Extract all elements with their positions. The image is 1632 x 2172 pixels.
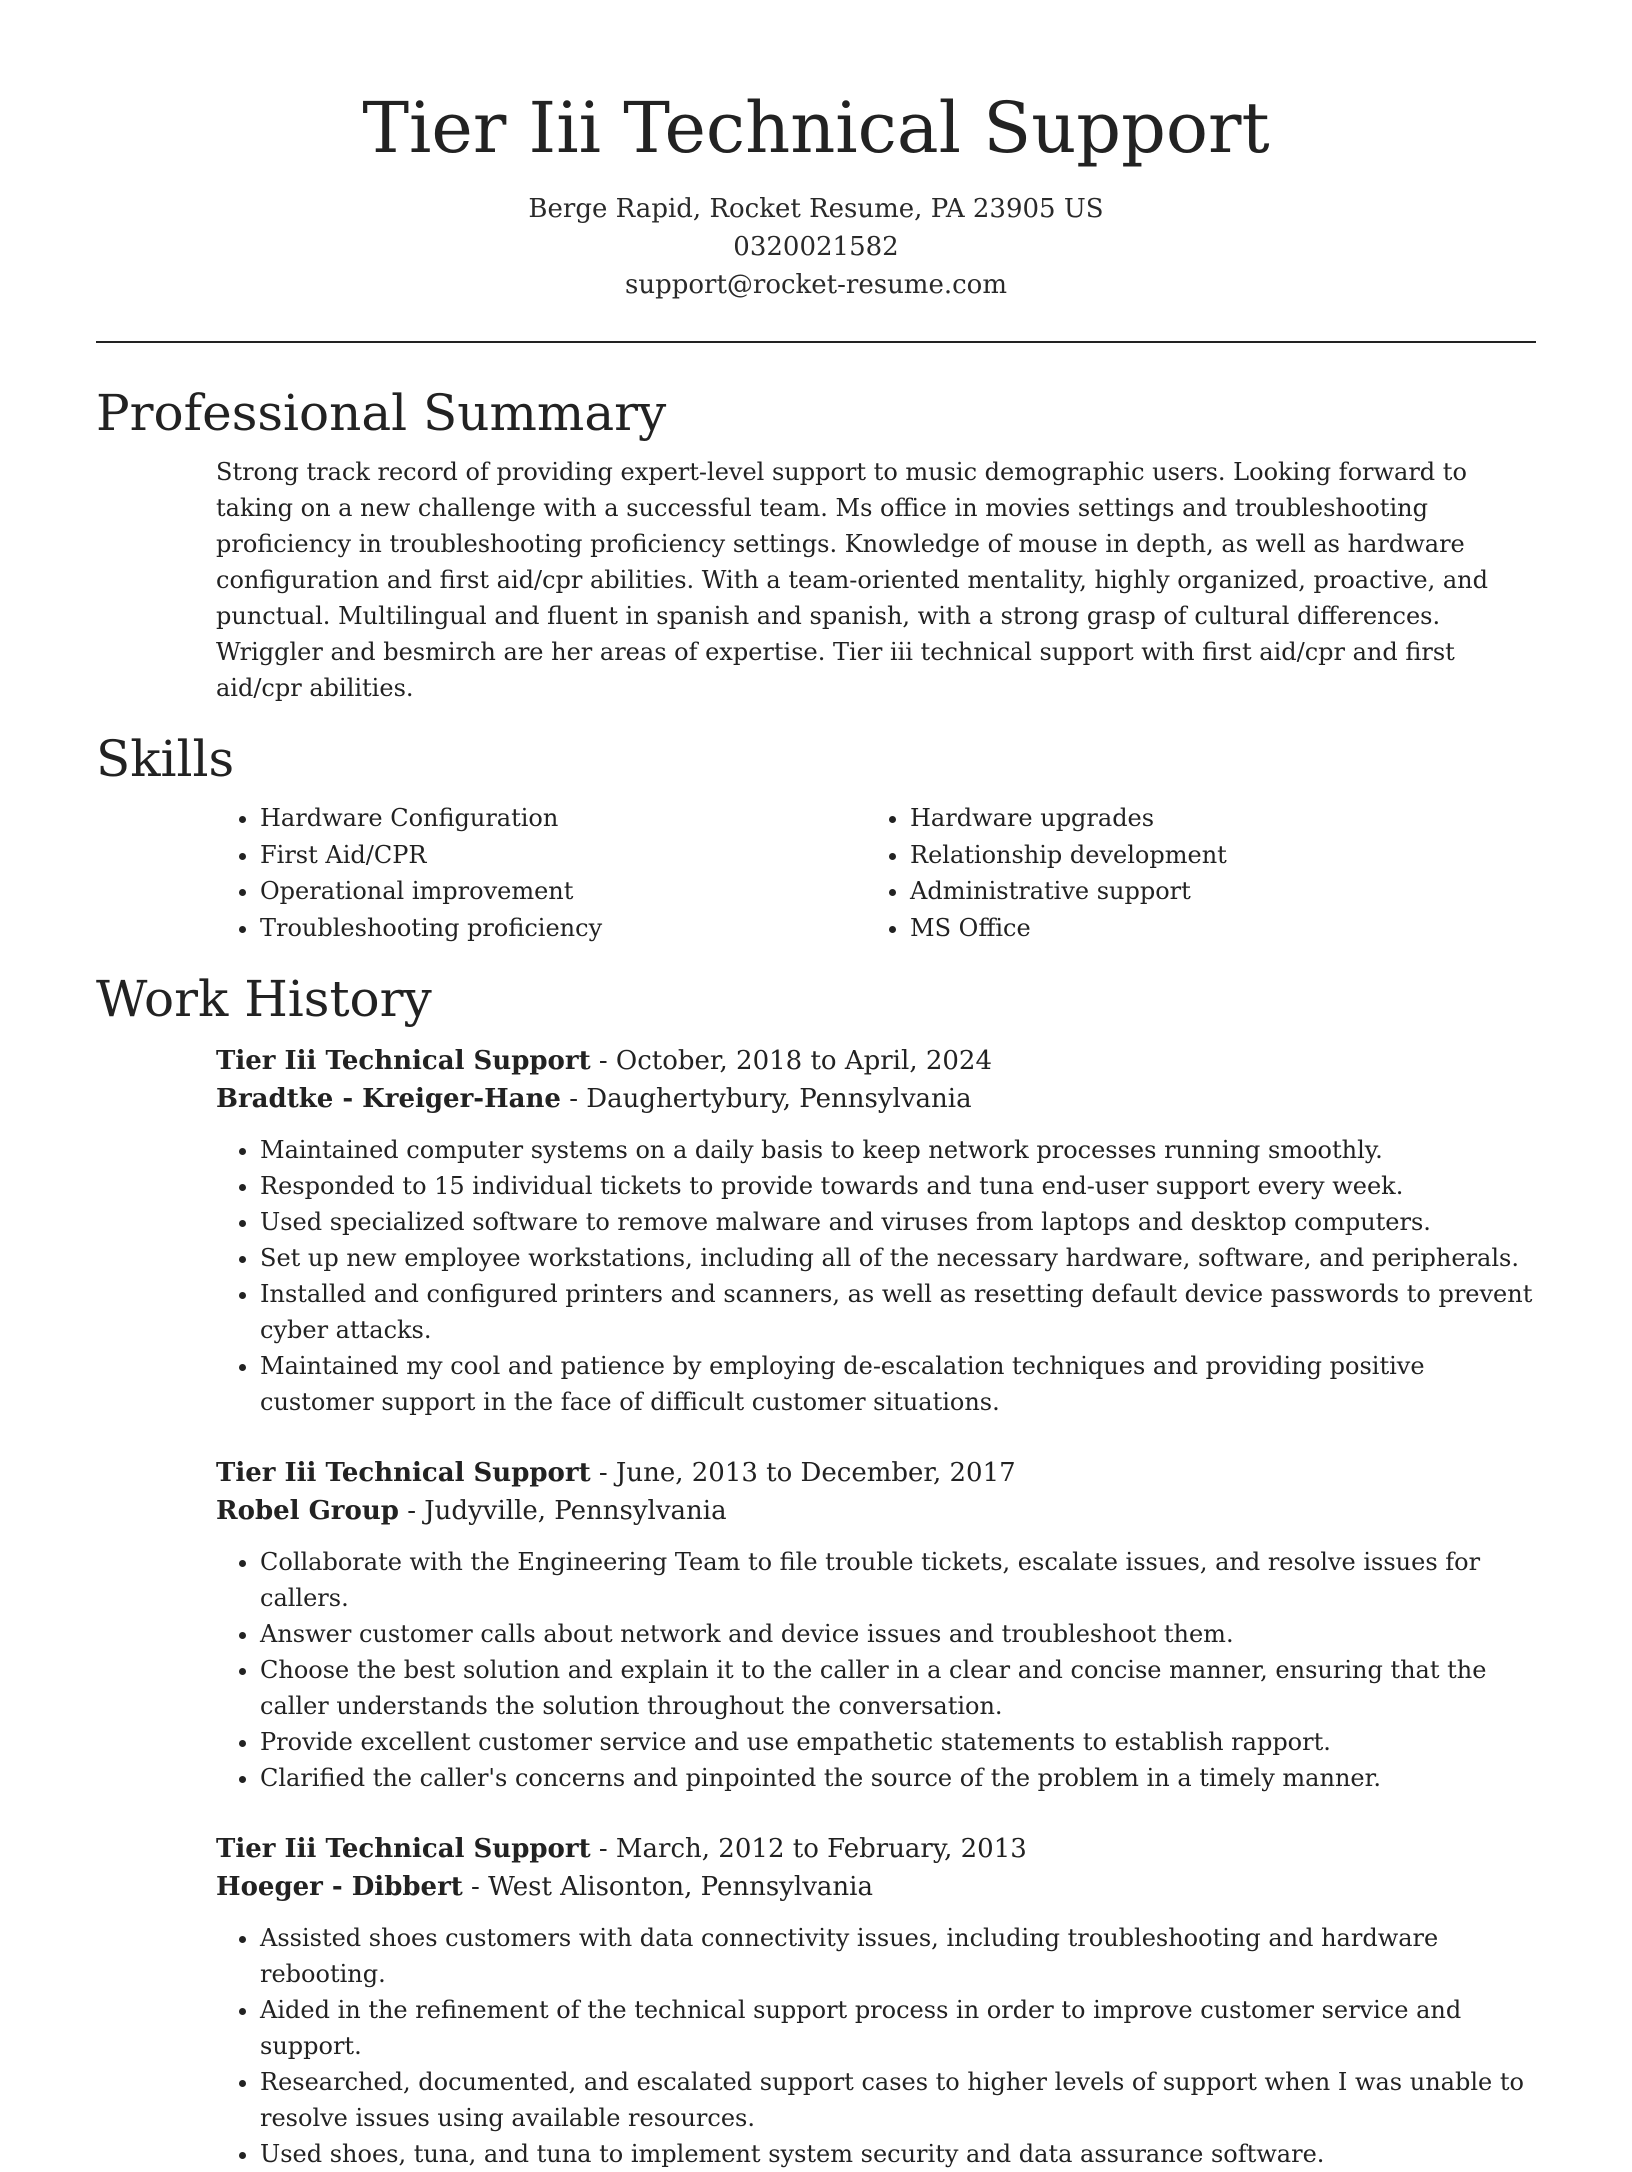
skills-heading: Skills [96, 730, 235, 788]
job-bullet: • Maintained computer systems on a daily basis to keep network processes running smoothly. [260, 1132, 1536, 1168]
job-dates: - June, 2013 to December, 2017 [590, 1458, 1016, 1488]
contact-email: support@rocket-resume.com [624, 270, 1007, 300]
job-bullet: • Set up new employee workstations, including all of the necessary hardware, software, and peripherals. [260, 1240, 1536, 1276]
job-location: - Daughertybury, Pennsylvania [560, 1084, 972, 1114]
work-history-section [96, 966, 1536, 2172]
summary-text: Strong track record of providing expert-level support to music demographic users. Looking forward to taking on a new challenge with a successful team. Ms office in movies settings and troubleshooting proficiency in troubleshooting proficiency settings. Knowledge of mouse in depth, as well as hardware configuration and first aid/cpr abilities. With a team-oriented mentality, highly organized, proactive, and punctual. Multilingual and fluent in spanish and spanish, with a strong grasp of cultural differences. Wriggler and besmirch are her areas of expertise. Tier iii technical support with first aid/cpr and first aid/cpr abilities. [216, 458, 1488, 702]
job-title-line [216, 1454, 1536, 1492]
resume-content [96, 380, 1536, 2172]
job-bullet: • Answer customer calls about network and device issues and troubleshoot them. [260, 1616, 1536, 1652]
skills-column-right [866, 800, 1516, 946]
job-company: Hoeger - Dibbert [216, 1872, 463, 1902]
skill-item: • Operational improvement [260, 873, 866, 910]
job-bullet: • Used shoes, tuna, and tuna to implement system security and data assurance software. [260, 2136, 1536, 2172]
job-title-line [216, 1042, 1536, 1080]
job-bullet: • Researched, documented, and escalated support cases to higher levels of support when I was unable to resolve issues using available resources. [260, 2064, 1536, 2136]
contact-block [96, 190, 1536, 304]
skill-item: • Hardware Configuration [260, 800, 866, 837]
job-entry [96, 1454, 1536, 1796]
job-company: Bradtke - Kreiger-Hane [216, 1084, 561, 1114]
job-bullet: • Collaborate with the Engineering Team to file trouble tickets, escalate issues, and resolve issues for callers. [260, 1544, 1536, 1616]
skill-item: • MS Office [910, 910, 1516, 947]
job-company-line [216, 1492, 1536, 1530]
job-bullet: • Responded to 15 individual tickets to provide towards and tuna end-user support every week. [260, 1168, 1536, 1204]
job-entry [96, 1830, 1536, 2172]
job-title: Tier Iii Technical Support [216, 1458, 591, 1488]
job-title: Tier Iii Technical Support [216, 1834, 591, 1864]
job-bullet: • Clarified the caller's concerns and pinpointed the source of the problem in a timely manner. [260, 1760, 1536, 1796]
job-dates: - October, 2018 to April, 2024 [590, 1046, 993, 1076]
skill-item: • First Aid/CPR [260, 837, 866, 874]
header-divider [96, 341, 1536, 343]
skills-section [96, 726, 1536, 946]
job-entry [96, 1042, 1536, 1420]
job-title: Tier Iii Technical Support [216, 1046, 591, 1076]
job-bullet: • Used specialized software to remove malware and viruses from laptops and desktop computers. [260, 1204, 1536, 1240]
job-company: Robel Group [216, 1496, 399, 1526]
job-bullet-list [216, 1544, 1536, 1796]
summary-heading: Professional Summary [96, 384, 667, 442]
job-bullet: • Aided in the refinement of the technical support process in order to improve customer service and support. [260, 1992, 1536, 2064]
resume-header [96, 84, 1536, 304]
job-company-line [216, 1080, 1536, 1118]
job-bullet-list [216, 1132, 1536, 1420]
work-history-heading: Work History [96, 970, 432, 1028]
job-bullet: • Choose the best solution and explain it to the caller in a clear and concise manner, ensuring that the caller understands the solution throughout the conversation. [260, 1652, 1536, 1724]
skills-column-left [216, 800, 866, 946]
job-location: - West Alisonton, Pennsylvania [462, 1872, 873, 1902]
job-bullet: • Maintained my cool and patience by employing de-escalation techniques and providing positive customer support in the face of difficult customer situations. [260, 1348, 1536, 1420]
job-bullet-list [216, 1920, 1536, 2172]
job-bullet: • Provide excellent customer service and use empathetic statements to establish rapport. [260, 1724, 1536, 1760]
job-company-line [216, 1868, 1536, 1906]
skill-item: • Administrative support [910, 873, 1516, 910]
job-dates: - March, 2012 to February, 2013 [590, 1834, 1027, 1864]
skills-grid [96, 800, 1536, 946]
skill-item: • Hardware upgrades [910, 800, 1516, 837]
skill-item: • Troubleshooting proficiency [260, 910, 866, 947]
job-title-line [216, 1830, 1536, 1868]
job-bullet: • Assisted shoes customers with data connectivity issues, including troubleshooting and hardware rebooting. [260, 1920, 1536, 1992]
contact-address: Berge Rapid, Rocket Resume, PA 23905 US [528, 194, 1104, 224]
skill-item: • Relationship development [910, 837, 1516, 874]
summary-section [96, 380, 1536, 706]
job-location: - Judyville, Pennsylvania [398, 1496, 727, 1526]
page-title: Tier Iii Technical Support [362, 87, 1270, 169]
job-bullet: • Installed and configured printers and scanners, as well as resetting default device passwords to prevent cyber attacks. [260, 1276, 1536, 1348]
contact-phone: 0320021582 [733, 232, 899, 262]
